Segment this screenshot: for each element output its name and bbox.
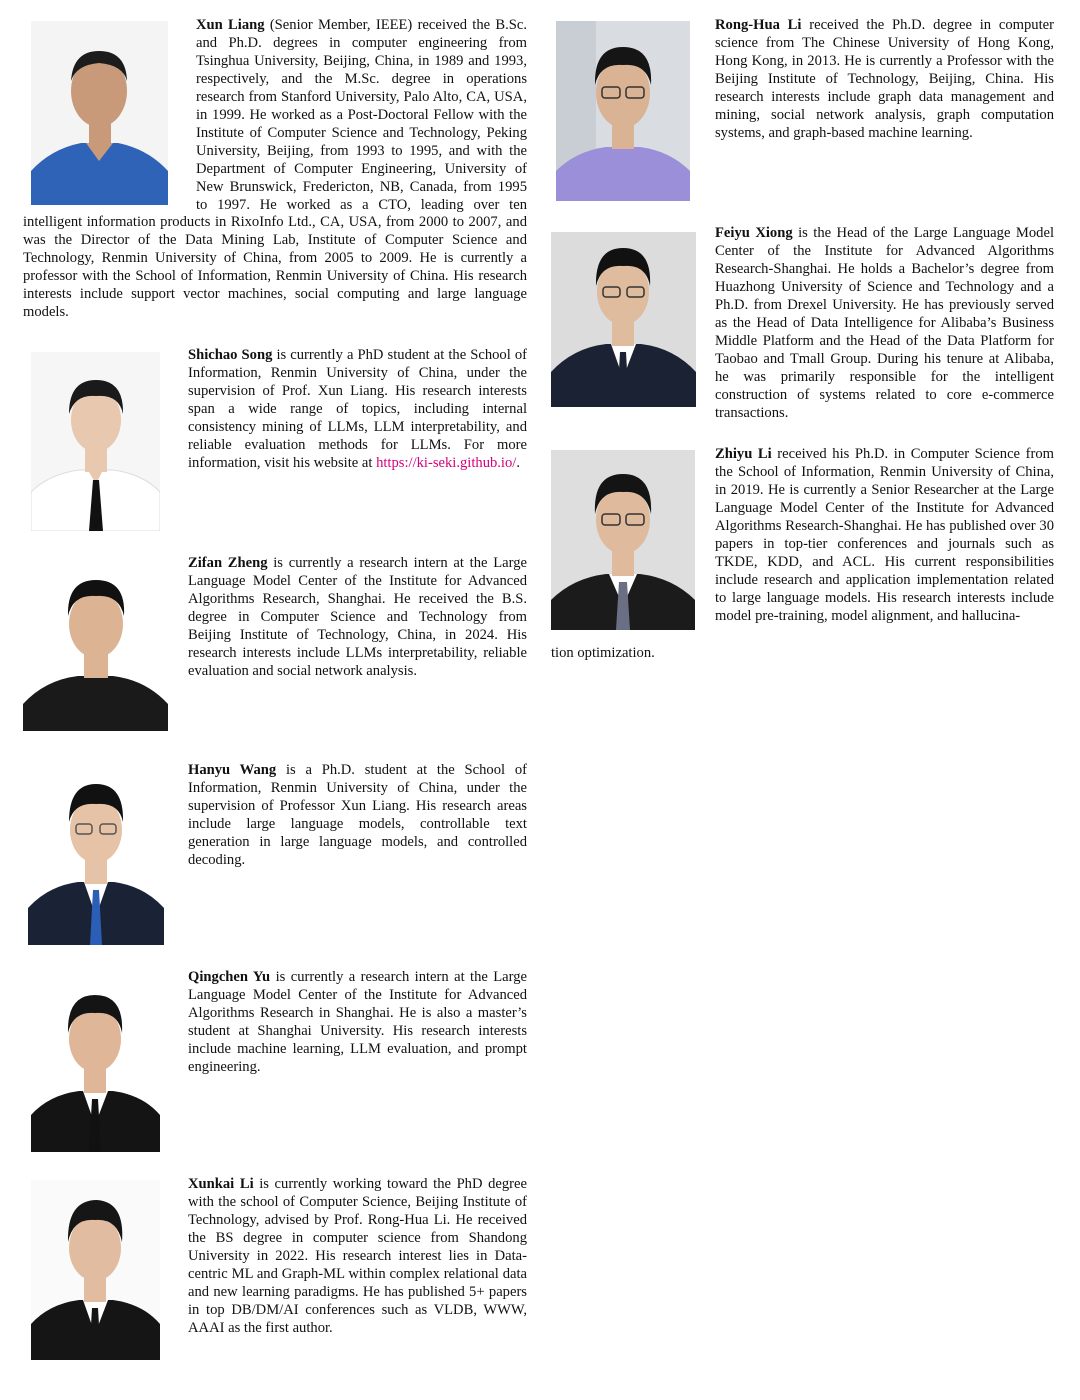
- bio-qingchen-yu: [188, 969, 527, 1077]
- portrait-feiyu-xiong: [551, 232, 696, 407]
- bio-text: received the Ph.D. degree in computer science from The Chinese University of Hong Kong, Hong Kong, in 2013. He is currently a Professor with the Beijing Institute of Technology, Beijing, China. His research interests include graph data management and mining, social network analysis, graph computation systems, and graph-based machine learning.: [715, 17, 1054, 141]
- bio-text: is currently a research intern at the Large Language Model Center of the Institute for Advanced Algorithms Research in Shanghai. He is also a master’s student at Shanghai University. His research interests include machine learning, LLM evaluation, and prompt engineering.: [188, 969, 528, 1075]
- portrait-hanyu-wang: [28, 766, 164, 945]
- bio-text-after: .: [516, 454, 520, 471]
- bio-name: Zifan Zheng: [188, 555, 268, 571]
- portrait-zifan-zheng: [23, 556, 168, 731]
- bio-zifan-zheng: [188, 555, 527, 681]
- bio-name: Rong-Hua Li: [715, 17, 802, 33]
- photo-zhiyu-li: [551, 450, 695, 630]
- bio-text: is the Head of the Large Language Model Center of the Institute for Advanced Algorithms Research-Shanghai. He holds a Bachelor’s degree from Huazhong University of Science and Technology and a Ph.D. from Drexel University. He has previously served as the Head of Data Intelligence for Alibaba’s Business Middle Platform and the Head of the Data Platform for Taobao and Tmall Group. During his tenure at Alibaba, he was primarily responsible for the intelligent construction of systems related to core e-commerce transactions.: [715, 225, 1054, 421]
- bio-name: Hanyu Wang: [188, 762, 277, 778]
- bio-zhiyu-li-tail: tion optimization.: [551, 645, 655, 661]
- bio-shichao-song: [188, 347, 527, 473]
- portrait-shichao-song: [31, 352, 160, 531]
- bio-name: Xun Liang: [196, 17, 265, 33]
- portrait-rong-hua-li: [556, 21, 690, 201]
- portrait-xunkai-li: [31, 1180, 160, 1360]
- bio-name: Xunkai Li: [188, 1176, 254, 1192]
- portrait-zhiyu-li: [551, 450, 695, 630]
- bio-rong-hua-li: [715, 17, 1054, 143]
- photo-hanyu-wang: [28, 766, 164, 945]
- bio-text: received his Ph.D. in Computer Science from the School of Information, Renmin University of China, in 2019. He is currently a Senior Researcher at the Large Language Model Center of the Institute for Advanced Algorithms Research-Shanghai. He has published over 30 papers in top-tier conferences and journals such as TKDE, KDD, and ACL. His current responsibilities include research and application implementation related to large language models. His research interests include model pre-training, model alignment, and hallucina-: [715, 446, 1054, 624]
- bio-hanyu-wang: [188, 762, 527, 870]
- bio-text: is currently a research intern at the Large Language Model Center of the Institute for Advanced Algorithms Research, Shanghai. He received the B.S. degree in Computer Science and Technology from Beijing Institute of Technology, China, in 2024. His research interests include LLMs interpretability, reliable evaluation and social network analysis.: [188, 555, 527, 679]
- bio-name: Shichao Song: [188, 347, 273, 363]
- bio-feiyu-xiong: [715, 225, 1054, 422]
- bio-name: Feiyu Xiong: [715, 225, 793, 241]
- photo-shichao-song: [31, 352, 160, 531]
- bio-xunkai-li: [188, 1176, 527, 1338]
- photo-feiyu-xiong: [551, 232, 696, 407]
- bio-name: Qingchen Yu: [188, 969, 271, 985]
- photo-xun-liang: [31, 21, 168, 205]
- bio-xun-liang: [23, 17, 527, 322]
- portrait-xun-liang: [31, 21, 168, 205]
- photo-rong-hua-li: [556, 21, 690, 201]
- photo-xunkai-li: [31, 1180, 160, 1360]
- bio-text: is currently a PhD student at the School of Information, Renmin University of China, under the supervision of Prof. Xun Liang. His research interests span a wide range of topics, including internal consistency mining of LLMs, LLM interpretability, and reliable evaluation methods for LLMs. For more information, visit his website at: [188, 347, 528, 471]
- bio-text: (Senior Member, IEEE) received the B.Sc. and Ph.D. degrees in computer engineering from Tsinghua University, Beijing, China, in 1989 and 1993, respectively, and the M.Sc. degree in operations research from Stanford University, Palo Alto, CA, USA, in 1999. He worked as a Post-Doctoral Fellow with the Institute of Computer Science and Technology, Peking University, Beijing, from 1993 to 1995, and with the Department of Computer Engineering, University of New Brunswick, Fredericton, NB, Canada, from 1995 to 1997. He worked as a CTO, leading over ten intelligent information products in RixoInfo Ltd., CA, USA, from 2000 to 2007, and was the Director of the Data Mining Lab, Institute of Computer Science and Technology, Renmin University of China, from 2005 to 2009. He is currently a professor with the School of Information, Renmin University of China. His research interests include support vector machines, social computing and large language models.: [23, 17, 527, 321]
- bio-text: is currently working toward the PhD degree with the school of Computer Science, Beijing Institute of Technology, advised by Prof. Rong-Hua Li. He received the BS degree in computer science from Shandong University in 2022. His research interest lies in Data-centric ML and Graph-ML within complex relational data and new learning paradigms. He has published 5+ papers in top DB/DM/AI conferences such as VLDB, WWW, AAAI as the first author.: [188, 1176, 527, 1336]
- bio-zhiyu-li: [715, 446, 1054, 626]
- bio-name: Zhiyu Li: [715, 446, 772, 462]
- bio-text: is a Ph.D. student at the School of Information, Renmin University of China, under the supervision of Professor Xun Liang. His research areas include large language models, controllable text generation in large language models, and controlled decoding.: [188, 762, 527, 868]
- website-link[interactable]: https://ki-seki.github.io/: [376, 454, 517, 471]
- portrait-qingchen-yu: [31, 973, 160, 1152]
- photo-zifan-zheng: [23, 556, 168, 731]
- photo-qingchen-yu: [31, 973, 160, 1152]
